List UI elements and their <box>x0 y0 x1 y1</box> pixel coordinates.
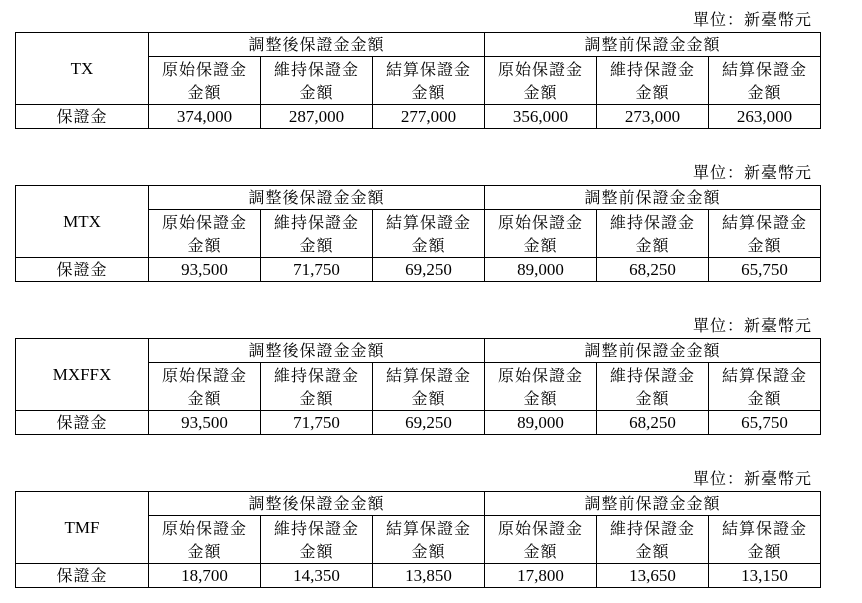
sub-header-line: 維持保證金 <box>273 59 359 79</box>
sub-header-line: 結算保證金 <box>385 518 471 538</box>
margin-value: 65,750 <box>709 411 821 435</box>
value-row <box>16 564 821 588</box>
sub-header-line: 維持保證金 <box>273 365 359 385</box>
sub-header-line: 結算保證金 <box>721 212 807 232</box>
margin-value: 263,000 <box>709 105 821 129</box>
sub-header <box>149 516 261 564</box>
sub-header <box>373 57 485 105</box>
group-header: 調整後保證金金額 <box>149 33 485 57</box>
row-label: 保證金 <box>16 258 149 282</box>
margin-value: 287,000 <box>261 105 373 129</box>
sub-header-line: 金額 <box>299 388 334 408</box>
sub-header <box>261 516 373 564</box>
sub-header-line: 金額 <box>747 541 782 561</box>
header-row <box>16 33 821 57</box>
product-name: TX <box>16 33 149 105</box>
sub-header-line: 維持保證金 <box>609 365 695 385</box>
margin-value: 18,700 <box>149 564 261 588</box>
margin-value: 277,000 <box>373 105 485 129</box>
sub-header-line: 金額 <box>635 235 670 255</box>
sub-header <box>149 363 261 411</box>
sub-header <box>373 516 485 564</box>
sub-header-line: 結算保證金 <box>721 518 807 538</box>
value-row <box>16 411 821 435</box>
value-row <box>16 258 821 282</box>
sub-header-line: 金額 <box>411 82 446 102</box>
margin-value: 69,250 <box>373 411 485 435</box>
sub-header <box>709 516 821 564</box>
sub-header-line: 金額 <box>747 388 782 408</box>
margin-value: 89,000 <box>485 411 597 435</box>
sub-header-line: 原始保證金 <box>161 518 247 538</box>
margin-value: 71,750 <box>261 258 373 282</box>
sub-header <box>485 57 597 105</box>
sub-header-line: 金額 <box>299 541 334 561</box>
sub-header <box>485 210 597 258</box>
sub-header <box>485 516 597 564</box>
margin-table <box>15 491 821 588</box>
sub-header <box>149 210 261 258</box>
sub-header <box>597 57 709 105</box>
product-name: MTX <box>16 186 149 258</box>
header-row <box>16 186 821 210</box>
sub-header <box>373 210 485 258</box>
margin-value: 93,500 <box>149 411 261 435</box>
sub-header-line: 結算保證金 <box>385 59 471 79</box>
sub-header-line: 金額 <box>523 235 558 255</box>
margin-value: 69,250 <box>373 258 485 282</box>
margin-value: 93,500 <box>149 258 261 282</box>
margin-value: 17,800 <box>485 564 597 588</box>
unit-label: 單位：新臺幣元 <box>692 10 812 29</box>
margin-table <box>15 185 821 282</box>
sub-header-line: 金額 <box>747 82 782 102</box>
sub-header-line: 原始保證金 <box>497 365 583 385</box>
sub-header-line: 結算保證金 <box>721 59 807 79</box>
sub-header-line: 金額 <box>187 82 222 102</box>
unit-label: 單位：新臺幣元 <box>692 469 812 488</box>
group-header: 調整前保證金金額 <box>485 33 821 57</box>
sub-header-line: 結算保證金 <box>385 212 471 232</box>
margin-value: 356,000 <box>485 105 597 129</box>
sub-header <box>597 516 709 564</box>
sub-header <box>261 57 373 105</box>
unit-label: 單位：新臺幣元 <box>692 163 812 182</box>
group-header: 調整後保證金金額 <box>149 186 485 210</box>
margin-value: 273,000 <box>597 105 709 129</box>
margin-value: 68,250 <box>597 258 709 282</box>
header-row <box>16 339 821 363</box>
sub-header-line: 金額 <box>747 235 782 255</box>
row-label: 保證金 <box>16 105 149 129</box>
row-label: 保證金 <box>16 564 149 588</box>
margin-table <box>15 338 821 435</box>
margin-table <box>15 32 821 129</box>
margin-value: 13,150 <box>709 564 821 588</box>
sub-header <box>261 363 373 411</box>
margin-value: 13,650 <box>597 564 709 588</box>
sub-header-line: 金額 <box>411 235 446 255</box>
sub-header-line: 結算保證金 <box>385 365 471 385</box>
margin-value: 14,350 <box>261 564 373 588</box>
sub-header <box>261 210 373 258</box>
sub-header-line: 原始保證金 <box>161 212 247 232</box>
sub-header <box>373 363 485 411</box>
group-header: 調整後保證金金額 <box>149 492 485 516</box>
sub-header <box>709 210 821 258</box>
unit-label: 單位：新臺幣元 <box>692 316 812 335</box>
sub-header-line: 金額 <box>411 541 446 561</box>
product-name: MXFFX <box>16 339 149 411</box>
margin-value: 68,250 <box>597 411 709 435</box>
sub-header-line: 維持保證金 <box>609 59 695 79</box>
sub-header <box>709 57 821 105</box>
sub-header-line: 金額 <box>635 82 670 102</box>
sub-header-line: 金額 <box>187 388 222 408</box>
sub-header-line: 原始保證金 <box>497 518 583 538</box>
sub-header-line: 金額 <box>299 235 334 255</box>
sub-header-line: 維持保證金 <box>273 212 359 232</box>
sub-header-line: 金額 <box>299 82 334 102</box>
sub-header <box>149 57 261 105</box>
sub-header-line: 金額 <box>635 541 670 561</box>
margin-value: 89,000 <box>485 258 597 282</box>
header-row <box>16 492 821 516</box>
sub-header <box>597 210 709 258</box>
product-name: TMF <box>16 492 149 564</box>
sub-header-line: 維持保證金 <box>273 518 359 538</box>
sub-header <box>485 363 597 411</box>
sub-header-line: 金額 <box>187 541 222 561</box>
sub-header-line: 金額 <box>635 388 670 408</box>
margin-value: 374,000 <box>149 105 261 129</box>
sub-header-line: 金額 <box>523 82 558 102</box>
sub-header-line: 原始保證金 <box>161 59 247 79</box>
margin-value: 13,850 <box>373 564 485 588</box>
row-label: 保證金 <box>16 411 149 435</box>
margin-value: 71,750 <box>261 411 373 435</box>
sub-header-line: 金額 <box>411 388 446 408</box>
group-header: 調整前保證金金額 <box>485 186 821 210</box>
sub-header-line: 原始保證金 <box>497 59 583 79</box>
sub-header <box>597 363 709 411</box>
value-row <box>16 105 821 129</box>
group-header: 調整前保證金金額 <box>485 339 821 363</box>
sub-header-line: 金額 <box>523 541 558 561</box>
group-header: 調整前保證金金額 <box>485 492 821 516</box>
sub-header-line: 金額 <box>187 235 222 255</box>
sub-header <box>709 363 821 411</box>
margin-value: 65,750 <box>709 258 821 282</box>
sub-header-line: 結算保證金 <box>721 365 807 385</box>
group-header: 調整後保證金金額 <box>149 339 485 363</box>
sub-header-line: 金額 <box>523 388 558 408</box>
sub-header-line: 維持保證金 <box>609 518 695 538</box>
sub-header-line: 原始保證金 <box>497 212 583 232</box>
sub-header-line: 原始保證金 <box>161 365 247 385</box>
sub-header-line: 維持保證金 <box>609 212 695 232</box>
